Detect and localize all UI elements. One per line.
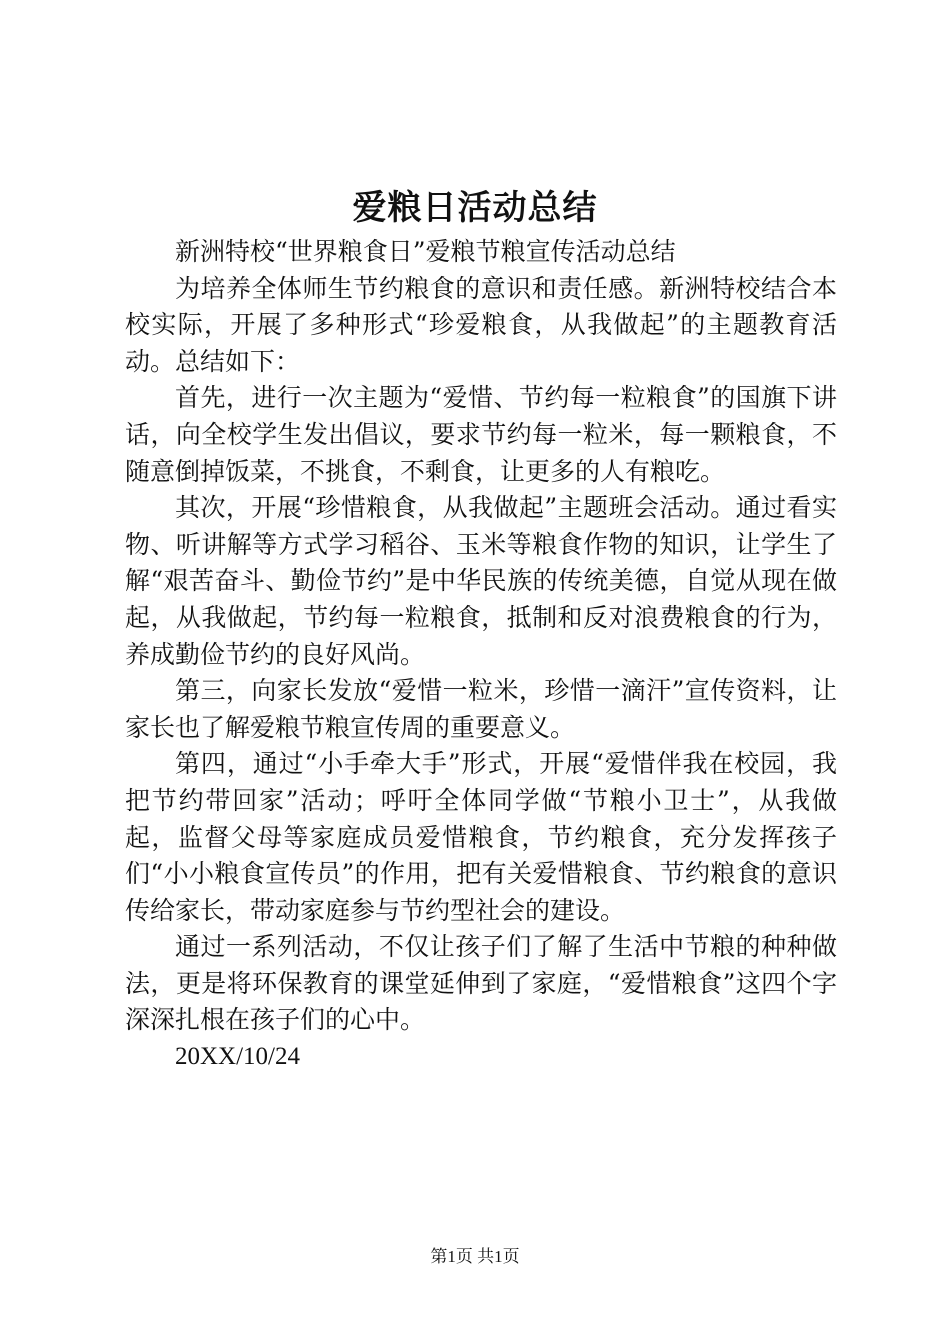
paragraph-fourth: 第四，通过“小手牵大手”形式，开展“爱惜伴我在校园，我把节约带回家”活动；呼吁全体同学做“节粮小卫士”，从我做起，监督父母等家庭成员爱惜粮食，节约粮食，充分发挥孩子们“小小粮食宣传员”的作用，把有关爱惜粮食、节约粮食的意识传给家长，带动家庭参与节约型社会的建设。 xyxy=(125,749,837,925)
page-footer: 第1页 共1页 xyxy=(430,1247,520,1266)
document-body xyxy=(125,234,837,1076)
paragraph-first: 首先，进行一次主题为“爱惜、节约每一粒粮食”的国旗下讲话，向全校学生发出倡议，要求节约每一粒米，每一颗粮食，不随意倒掉饭菜，不挑食，不剩食，让更多的人有粮吃。 xyxy=(125,383,837,486)
paragraph-intro: 为培养全体师生节约粮食的意识和责任感。新洲特校结合本校实际，开展了多种形式“珍爱粮食，从我做起”的主题教育活动。总结如下： xyxy=(125,273,837,376)
paragraph-subtitle: 新洲特校“世界粮食日”爱粮节粮宣传活动总结 xyxy=(175,237,676,266)
document-date: 20XX/10/24 xyxy=(175,1043,300,1071)
paragraph-conclusion: 通过一系列活动，不仅让孩子们了解了生活中节粮的种种做法，更是将环保教育的课堂延伸到了家庭，“爱惜粮食”这四个字深深扎根在孩子们的心中。 xyxy=(125,932,837,1035)
document-title: 爱粮日活动总结 xyxy=(352,188,598,228)
paragraph-second: 其次，开展“珍惜粮食，从我做起”主题班会活动。通过看实物、听讲解等方式学习稻谷、玉米等粮食作物的知识，让学生了解“艰苦奋斗、勤俭节约”是中华民族的传统美德，自觉从现在做起，从我做起，节约每一粒粮食，抵制和反对浪费粮食的行为，养成勤俭节约的良好风尚。 xyxy=(125,493,837,669)
paragraph-third: 第三，向家长发放“爱惜一粒米，珍惜一滴汗”宣传资料，让家长也了解爱粮节粮宣传周的重要意义。 xyxy=(125,676,837,742)
